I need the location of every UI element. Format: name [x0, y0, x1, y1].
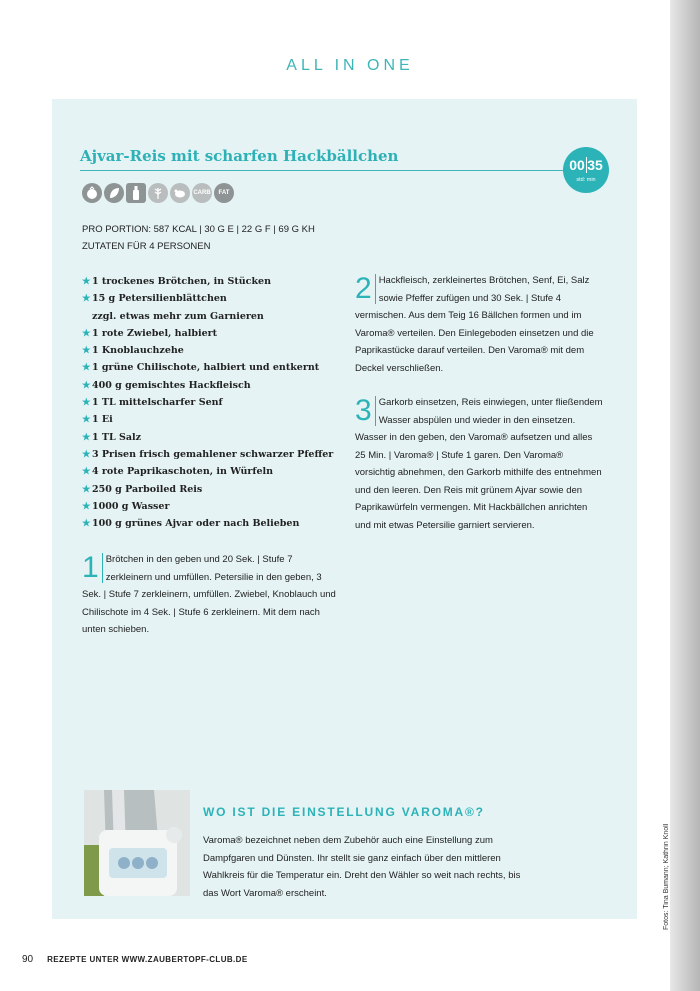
photo-credit: Fotos: Tina Bumann; Kathrin Knoll [663, 823, 670, 930]
leaf-icon [104, 183, 124, 203]
ingredient-text: 1 rote Zwiebel, halbiert [92, 327, 218, 339]
bullet-icon: ★ [82, 483, 91, 495]
ingredient-text: 250 g Parboiled Reis [92, 483, 203, 495]
step-2 [355, 272, 603, 377]
bullet-icon: ★ [82, 448, 91, 460]
bullet-icon: ★ [82, 431, 91, 443]
bullet-icon: ★ [82, 327, 91, 339]
bullet-icon: ★ [82, 414, 91, 426]
ingredient-item [82, 273, 342, 290]
ingredient-item [82, 325, 342, 342]
low-fat-icon: FAT [214, 183, 234, 203]
ingredient-text: 400 g gemischtes Hackfleisch [92, 379, 251, 391]
ingredient-text: 1 Knoblauchzehe [92, 345, 184, 357]
tip-text: Varoma® bezeichnet neben dem Zubehör auch eine Einstellung zum Dampfgaren und Dünsten. Ihr stellt sie ganz einfach über den mittleren Wahlkreis für die Temperatur ein. Dreht den Wähler so weit nach rechts, bis das Wort Varoma® erscheint. [203, 835, 521, 899]
ingredient-item [82, 394, 342, 411]
cow-icon [170, 183, 190, 203]
step-number: 2 [355, 274, 376, 304]
tomato-icon [82, 183, 102, 203]
ingredient-text: 4 rote Paprikaschoten, in Würfeln [92, 466, 274, 478]
recipe-title: Ajvar-Reis mit scharfen Hackbällchen [80, 147, 399, 165]
step-number: 3 [355, 396, 376, 426]
step-3 [355, 394, 603, 534]
ingredient-item [82, 498, 342, 515]
ingredient-item [82, 515, 342, 532]
ingredient-text: zzgl. etwas mehr zum Garnieren [92, 310, 264, 322]
diet-icons [82, 183, 236, 204]
nutrition-info [82, 221, 315, 255]
bullet-icon: ★ [82, 345, 91, 357]
ingredient-text: 1 TL Salz [92, 431, 141, 443]
ingredient-list [82, 273, 342, 532]
section-title: ALL IN ONE [286, 57, 414, 74]
ingredient-item [82, 446, 342, 463]
bullet-icon: ★ [82, 379, 91, 391]
footer-url[interactable]: REZEPTE UNTER WWW.ZAUBERTOPF-CLUB.DE [47, 955, 248, 964]
nutrition-per-portion: PRO PORTION: 587 KCAL | 30 G E | 22 G F | 69 G KH [82, 224, 315, 235]
ingredient-item-continued [82, 308, 342, 325]
step-text: Hackfleisch, zerkleinertes Brötchen, Senf, Ei, Salz sowie Pfeffer zufügen und 30 Sek. | Stufe 4 vermischen. Aus dem Teig 16 Bällchen formen und im Varoma® verteilen. Den Einlegeboden einsetzen und die Paprikastücke darauf verteilen. Den Varoma® mit dem Deckel verschließen. [355, 275, 594, 374]
bullet-icon: ★ [82, 500, 91, 512]
timer-unit: std: min [576, 177, 596, 183]
ingredient-item [82, 481, 342, 498]
ingredient-text: 1 grüne Chilischote, halbiert und entkernt [92, 362, 320, 374]
ingredient-item [82, 429, 342, 446]
title-rule [80, 170, 585, 171]
servings: ZUTATEN FÜR 4 PERSONEN [82, 241, 211, 252]
step-text: Brötchen in den geben und 20 Sek. | Stufe 7 zerkleinern und umfüllen. Petersilie in den geben, 3 Sek. | Stufe 7 zerkleinern, umfüllen. Zwiebel, Knoblauch und Chilischote im 4 Sek. | Stufe 6 zerkleinern. Mit dem nach unten schieben. [82, 554, 336, 635]
ingredient-item [82, 463, 342, 480]
bullet-icon: ★ [82, 293, 91, 305]
ingredient-text: 1 Ei [92, 414, 113, 426]
step-1 [82, 551, 340, 639]
varoma-photo [84, 790, 190, 896]
tip-title: WO IST DIE EINSTELLUNG VAROMA®? [203, 805, 485, 819]
timer-minutes: 35 [587, 157, 603, 173]
bullet-icon: ★ [82, 397, 91, 409]
bullet-icon: ★ [82, 276, 91, 287]
ingredient-text: 15 g Petersilienblättchen [92, 293, 227, 305]
bullet-icon: ★ [82, 466, 91, 478]
timer-hours: 00 [569, 157, 585, 173]
bullet-icon: ★ [82, 518, 91, 530]
footer [22, 954, 248, 965]
ingredient-item [82, 411, 342, 428]
page-number: 90 [22, 954, 34, 965]
ingredient-text: 1000 g Wasser [92, 500, 170, 512]
ingredient-item [82, 342, 342, 359]
bottle-icon [126, 183, 146, 203]
ingredient-item [82, 359, 342, 376]
timer-badge [563, 147, 609, 193]
ingredient-text: 3 Prisen frisch gemahlener schwarzer Pfeffer [92, 448, 334, 460]
ingredient-item [82, 377, 342, 394]
wheat-icon [148, 183, 168, 203]
ingredient-text: 100 g grünes Ajvar oder nach Belieben [92, 518, 300, 530]
bullet-icon: ★ [82, 362, 91, 374]
ingredient-text: 1 trockenes Brötchen, in Stücken [92, 276, 271, 287]
low-carb-icon: CARB [192, 183, 212, 203]
ingredient-item [82, 290, 342, 307]
ingredient-text: 1 TL mittelscharfer Senf [92, 397, 223, 409]
step-text: Garkorb einsetzen, Reis einwiegen, unter fließendem Wasser abspülen und wieder in den einsetzen. Wasser in den geben, den Varoma® aufsetzen und alles 25 Min. | Varoma® | Stufe 1 garen. Den Varoma® vorsichtig abnehmen, den Garkorb mithilfe des entnehmen und den leeren. Den Reis mit grünem Ajvar sowie den Paprikawürfeln vermengen. Mit Hackbällchen anrichten und mit etwas Petersilie garniert servieren. [355, 397, 603, 531]
step-number: 1 [82, 553, 103, 583]
